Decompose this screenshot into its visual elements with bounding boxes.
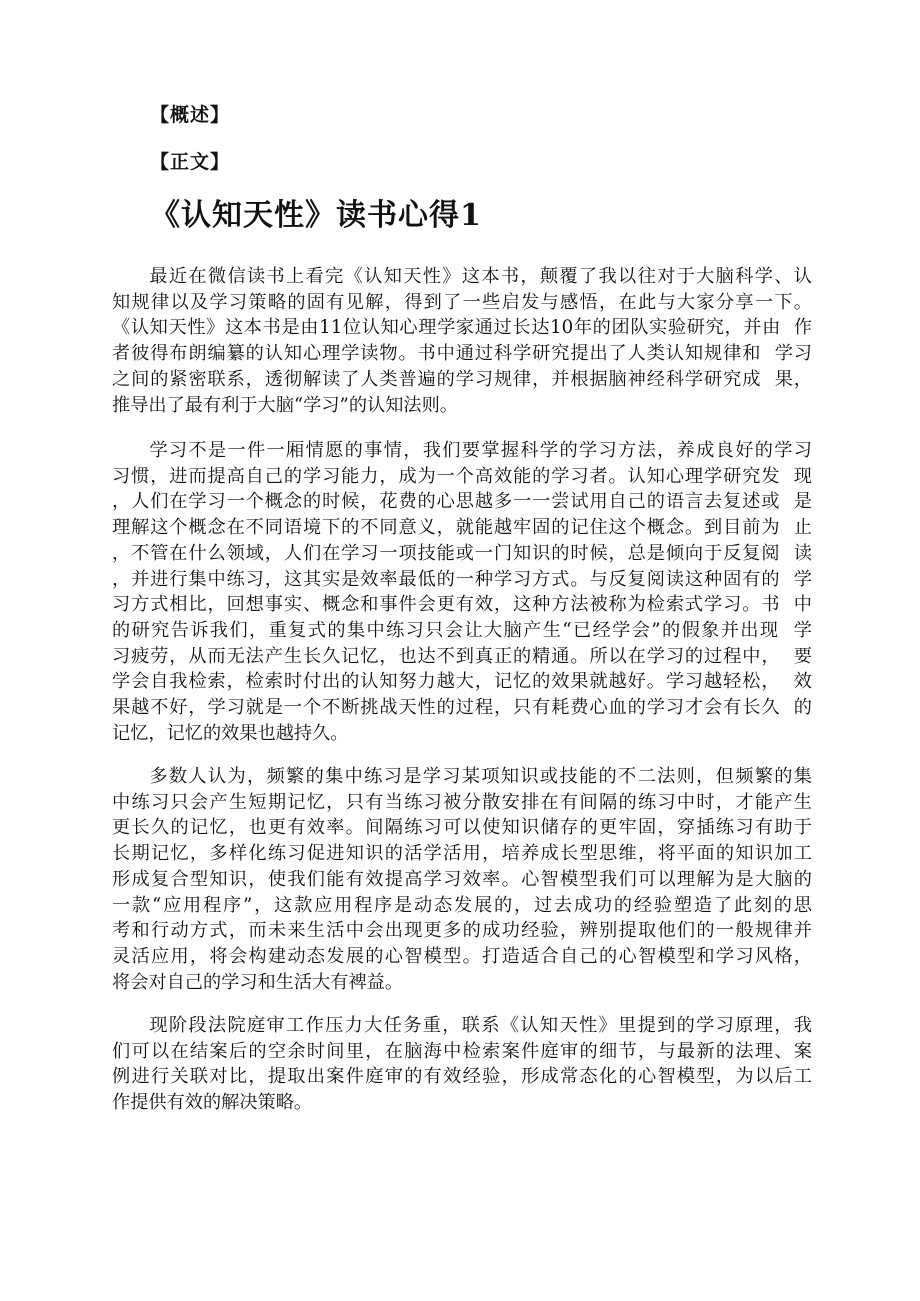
text-line: 作提供有效的解决策略。 xyxy=(112,1092,313,1114)
text-line: 学会自我检索，检索时付出的认知努力越大，记忆的效果就越好。学习越轻松， 效 xyxy=(112,671,812,693)
text-line: 习惯，进而提高自己的学习能力，成为一个高效能的学习者。认知心理学研究发 现 xyxy=(112,465,812,487)
text-line: 记忆，记忆的效果也越持久。 xyxy=(112,722,349,744)
text-line: 一款“应用程序”，这款应用程序是动态发展的，过去成功的经验塑造了此刻的思 xyxy=(112,894,812,916)
paragraph-3 xyxy=(112,764,812,995)
text-line: 习疲劳，从而无法产生长久记忆，也达不到真正的精通。所以在学习的过程中， 要 xyxy=(112,645,812,667)
text-line: 习方式相比，回想事实、概念和事件会更有效，这种方法被称为检索式学习。书 中 xyxy=(112,594,812,616)
text-line: ，不管在什么领域，人们在学习一项技能或一门知识的时候，总是倾向于反复阅 读 xyxy=(112,542,812,564)
text-line: 知规律以及学习策略的固有见解，得到了一些启发与感悟，在此与大家分享一下。 xyxy=(112,291,812,313)
text-line: 理解这个概念在不同语境下的不同意义，就能越牢固的记住这个概念。到目前为 止 xyxy=(112,517,812,539)
text-line: 者彼得布朗编纂的认知心理学读物。书中通过科学研究提出了人类认知规律和 学习 xyxy=(112,343,812,365)
text-line: 更长久的记忆，也更有效率。间隔练习可以使知识储存的更牢固，穿插练习有助于 xyxy=(112,817,812,839)
document-title: 《认知天性》读书心得1 xyxy=(150,198,482,233)
text-line: 长期记忆，多样化练习促进知识的活学活用，培养成长型思维，将平面的知识加工 xyxy=(112,843,812,865)
text-line: 形成复合型知识，使我们能有效提高学习效率。心智模型我们可以理解为是大脑的 xyxy=(112,868,812,890)
text-line: 推导出了最有利于大脑“学习”的认知法则。 xyxy=(112,394,458,416)
text-line: ，并进行集中练习，这其实是效率最低的一种学习方式。与反复阅读这种固有的 学 xyxy=(112,568,812,590)
text-line: 《认知天性》这本书是由11位认知心理学家通过长达10年的团队实验研究，并由 作 xyxy=(112,317,812,339)
text-line: 灵活应用，将会构建动态发展的心智模型。打造适合自己的心智模型和学习风格， xyxy=(112,945,812,967)
text-line: 考和行动方式，而未来生活中会出现更多的成功经验，辨别提取他们的一般规律并 xyxy=(112,920,812,942)
text-line: 最近在微信读书上看完《认知天性》这本书，颠覆了我以往对于大脑科学、认 xyxy=(148,266,812,287)
paragraph-4 xyxy=(112,1013,812,1116)
text-line: 将会对自己的学习和生活大有裨益。 xyxy=(112,971,404,993)
body-label: 【正文】 xyxy=(150,151,231,173)
paragraph-2 xyxy=(112,438,812,746)
text-line: 学习不是一件一厢情愿的事情，我们要掌握科学的学习方法，养成良好的学习 xyxy=(148,440,812,461)
text-line: 果越不好，学习就是一个不断挑战天性的过程，只有耗费心血的学习才会有长久 的 xyxy=(112,697,812,719)
text-line: 的研究告诉我们，重复式的集中练习只会让大脑产生“已经学会”的假象并出现 学 xyxy=(112,619,812,641)
text-line: ，人们在学习一个概念的时候，花费的心思越多一一尝试用自己的语言去复述或 是 xyxy=(112,491,812,513)
text-line: 中练习只会产生短期记忆，只有当练习被分散安排在有间隔的练习中时，才能产生 xyxy=(112,791,812,813)
paragraph-1 xyxy=(112,264,812,418)
text-line: 之间的紧密联系，透彻解读了人类普遍的学习规律，并根据脑神经科学研究成 果， xyxy=(112,368,812,390)
text-line: 多数人认为，频繁的集中练习是学习某项知识或技能的不二法则，但频繁的集 xyxy=(148,766,812,787)
text-line: 例进行关联对比，提取出案件庭审的有效经验，形成常态化的心智模型，为以后工 xyxy=(112,1066,812,1088)
text-line: 现阶段法院庭审工作压力大任务重，联系《认知天性》里提到的学习原理，我 xyxy=(148,1015,812,1036)
overview-label: 【概述】 xyxy=(150,104,231,126)
text-line: 们可以在结案后的空余时间里，在脑海中检索案件庭审的细节，与最新的法理、案 xyxy=(112,1040,812,1062)
